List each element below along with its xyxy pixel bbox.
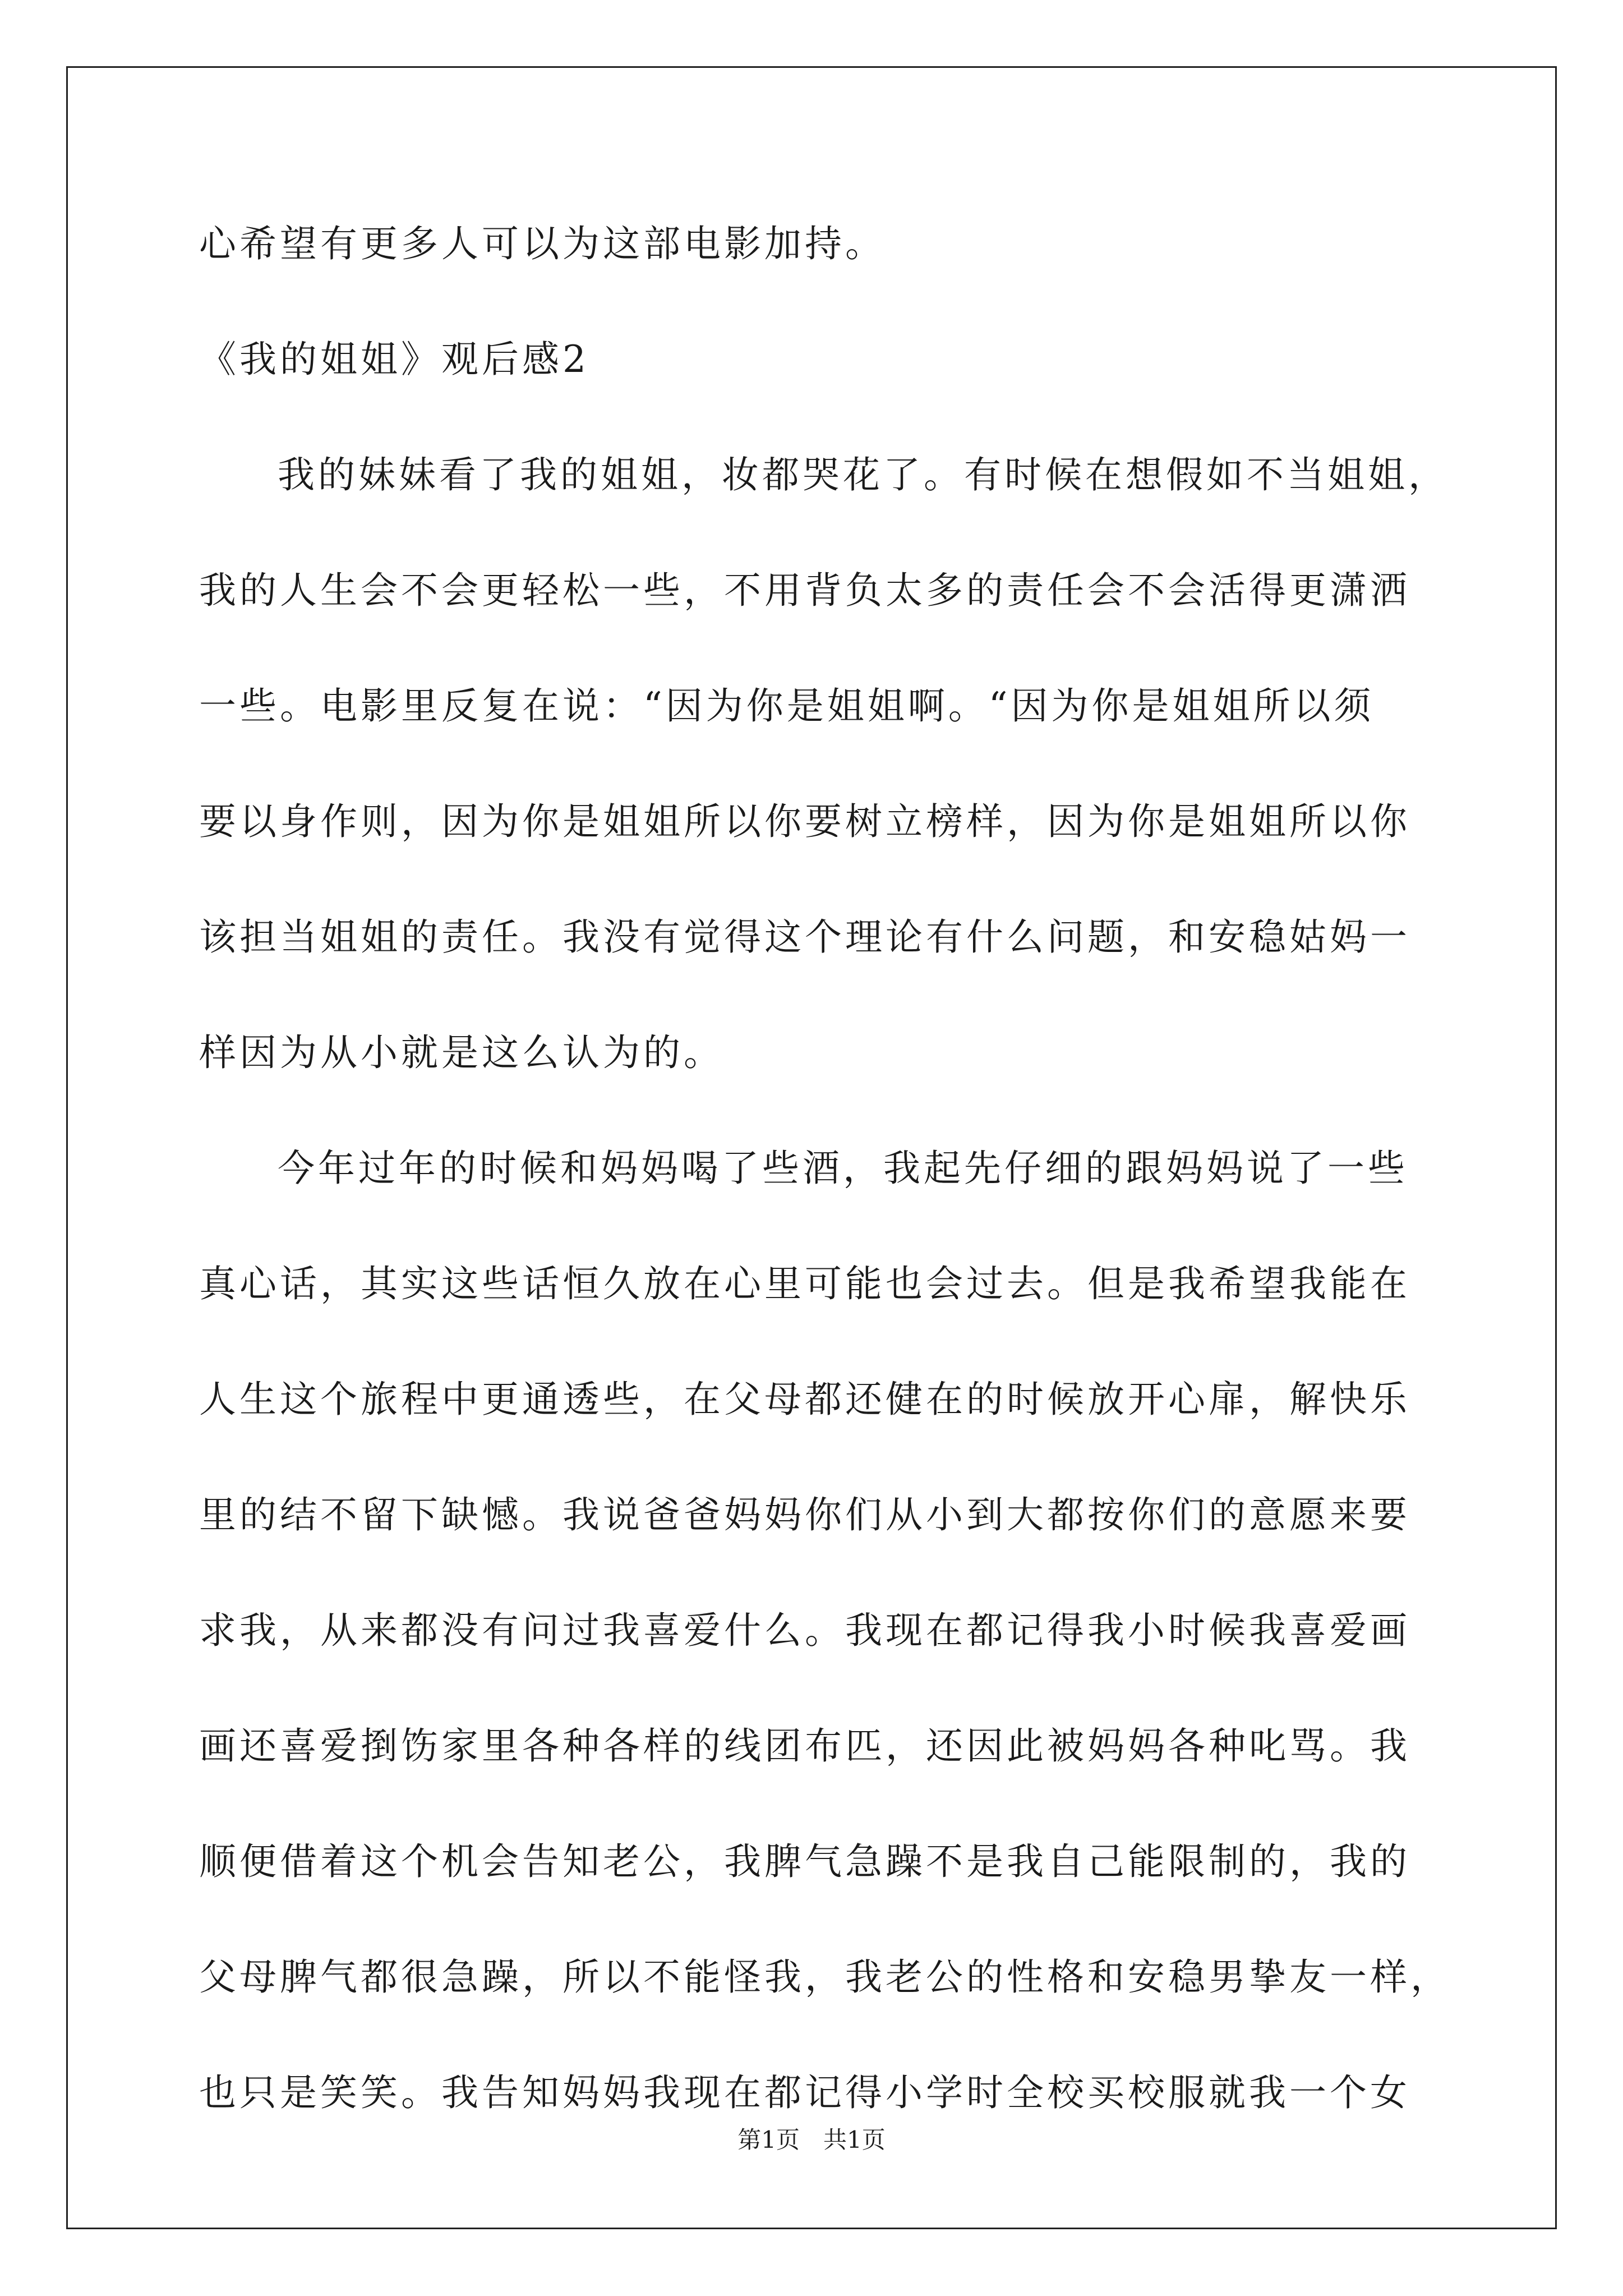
page-footer: 第1页 共1页: [737, 2126, 886, 2154]
body-line-7: 该担当姐姐的责任。我没有觉得这个理论有什么问题，和安稳姑妈一: [199, 915, 1410, 959]
body-line-5: 一些。电影里反复在说：“因为你是姐姐啊。“因为你是姐姐所以须: [199, 684, 1375, 728]
body-line-4: 我的人生会不会更轻松一些，不用背负太多的责任会不会活得更潇洒: [199, 569, 1410, 612]
body-line-16: 父母脾气都很急躁，所以不能怪我，我老公的性格和安稳男挚友一样，: [199, 1955, 1451, 1999]
body-line-3: 我的妹妹看了我的姐姐，妆都哭花了。有时候在想假如不当姐姐，: [278, 453, 1449, 496]
body-line-8: 样因为从小就是这么认为的。: [199, 1031, 724, 1074]
body-line-12: 里的结不留下缺憾。我说爸爸妈妈你们从小到大都按你们的意愿来要: [199, 1493, 1410, 1536]
body-line-14: 画还喜爱捯饬家里各种各样的线团布匹，还因此被妈妈各种叱骂。我: [199, 1724, 1410, 1768]
body-line-11: 人生这个旅程中更通透些，在父母都还健在的时候放开心扉，解快乐: [199, 1378, 1410, 1421]
body-line-15: 顺便借着这个机会告知老公，我脾气急躁不是我自己能限制的，我的: [199, 1840, 1410, 1883]
body-line-9: 今年过年的时候和妈妈喝了些酒，我起先仔细的跟妈妈说了一些: [278, 1147, 1408, 1190]
body-line-17: 也只是笑笑。我告知妈妈我现在都记得小学时全校买校服就我一个女: [199, 2071, 1410, 2114]
section-heading: 《我的姐姐》观后感2: [199, 338, 589, 381]
body-line-10: 真心话，其实这些话恒久放在心里可能也会过去。但是我希望我能在: [199, 1262, 1410, 1305]
body-line-1: 心希望有更多人可以为这部电影加持。: [199, 222, 886, 265]
body-line-13: 求我，从来都没有问过我喜爱什么。我现在都记得我小时候我喜爱画: [199, 1609, 1410, 1652]
body-line-6: 要以身作则，因为你是姐姐所以你要树立榜样，因为你是姐姐所以你: [199, 800, 1410, 843]
